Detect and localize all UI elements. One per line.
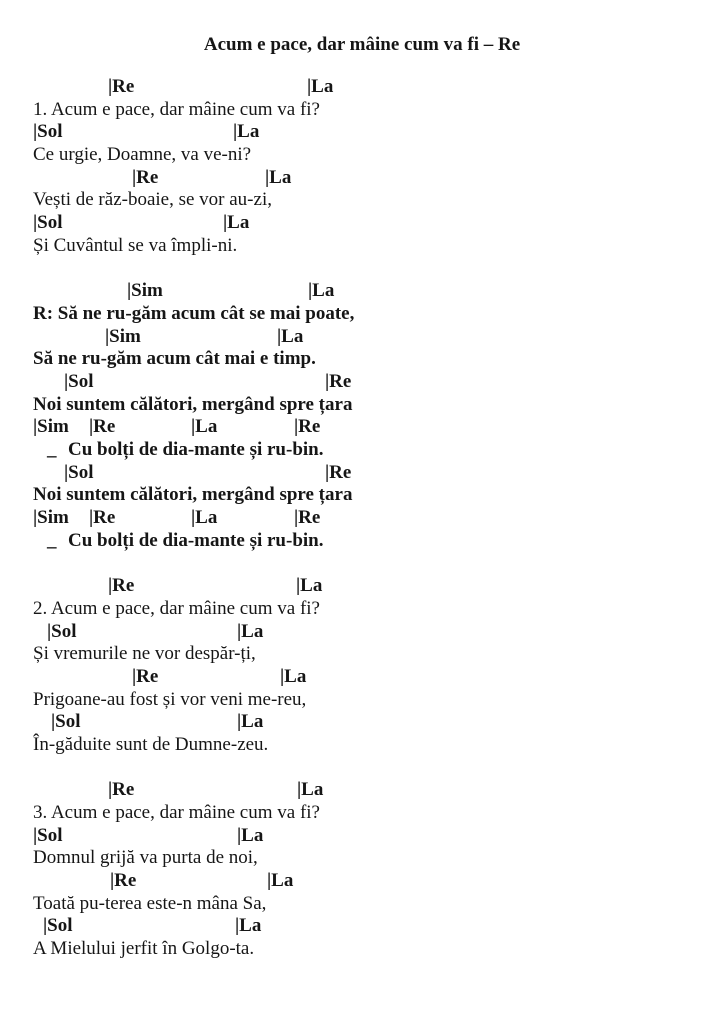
lyric-line <box>33 734 693 757</box>
lyric-line <box>33 847 693 870</box>
chord-label: |Re <box>108 779 135 801</box>
chord-label: |Re <box>110 870 137 892</box>
lyric-line <box>33 348 693 371</box>
chord-label: |La <box>191 507 218 529</box>
lyric-line <box>33 189 693 212</box>
chord-label: |Sol <box>33 824 63 846</box>
lyric-line <box>33 394 693 417</box>
chord-label: |Sol <box>33 212 63 234</box>
chord-label: |Re <box>132 166 159 188</box>
lyric-text: Ce urgie, Doamne, va ve-ni? <box>33 144 252 166</box>
lyric-text: Noi suntem călători, mergând spre țara <box>33 393 353 415</box>
chord-label: |Re <box>325 370 352 392</box>
lyric-text: Cu bolți de dia-mante și ru-bin. <box>68 439 324 460</box>
lyric-text: _ <box>47 439 57 460</box>
lyric-line <box>33 530 693 553</box>
chord-line <box>33 825 693 848</box>
lyric-text: A Mielului jerfit în Golgo-ta. <box>33 938 255 960</box>
lyric-line <box>33 689 693 712</box>
verse-2 <box>33 575 693 757</box>
chord-label: |Sol <box>33 121 63 143</box>
chord-line <box>33 167 693 190</box>
chord-label: |Re <box>294 416 321 438</box>
lyric-line <box>33 303 693 326</box>
lyric-text: Să ne ru-găm acum cât mai e timp. <box>33 348 316 370</box>
chord-label: |Sol <box>43 915 73 937</box>
chord-line <box>33 371 693 394</box>
lyric-line <box>33 144 693 167</box>
chord-label: |Re <box>89 416 116 438</box>
chord-label: |La <box>265 166 292 188</box>
chord-line <box>33 507 693 530</box>
lyric-line <box>33 235 693 258</box>
chord-line <box>33 666 693 689</box>
chord-label: |La <box>297 779 324 801</box>
chord-label: |Sim <box>127 280 163 302</box>
lyric-text: Și vremurile ne vor despăr-ți, <box>33 643 256 665</box>
verse-1 <box>33 76 693 258</box>
lyric-text: Domnul grijă va purta de noi, <box>33 847 258 869</box>
lyric-line <box>33 938 693 961</box>
lyric-line <box>33 802 693 825</box>
lyric-text: 3. Acum e pace, dar mâine cum va fi? <box>33 802 320 823</box>
lyric-text: Prigoane-au fost și vor veni me-reu, <box>33 688 307 710</box>
chord-label: |La <box>280 665 307 687</box>
chord-label: |La <box>233 121 260 143</box>
chord-label: |Sim <box>33 507 69 529</box>
chord-label: |La <box>307 76 334 97</box>
lyric-line <box>33 439 693 462</box>
chord-label: |La <box>277 325 304 347</box>
lyric-text: Vești de răz-boaie, se vor au-zi, <box>33 189 272 211</box>
lyric-text: R: Să ne ru-găm acum cât se mai poate, <box>33 302 355 324</box>
chord-line <box>33 575 693 598</box>
lyric-text: Toată pu-terea este-n mâna Sa, <box>33 892 267 914</box>
chord-label: |Sim <box>105 325 141 347</box>
chord-label: |Re <box>89 507 116 529</box>
lyric-line <box>33 484 693 507</box>
chord-label: |La <box>223 212 250 234</box>
chord-line <box>33 280 693 303</box>
lyric-text: Cu bolți de dia-mante și ru-bin. <box>68 529 324 551</box>
chord-line <box>33 121 693 144</box>
song-body <box>33 76 693 984</box>
chord-label: |Re <box>108 76 135 97</box>
chord-label: |Re <box>108 575 135 597</box>
lyric-text: În-găduite sunt de Dumne-zeu. <box>33 733 269 755</box>
chord-label: |Re <box>294 507 321 529</box>
chord-line <box>33 915 693 938</box>
lyric-line <box>33 643 693 666</box>
chord-line <box>33 621 693 644</box>
lyric-line <box>33 598 693 621</box>
chord-label: |Sol <box>51 711 81 733</box>
chord-label: |La <box>237 711 264 733</box>
lyric-text: Și Cuvântul se va împli-ni. <box>33 234 238 256</box>
chord-line <box>33 326 693 349</box>
lyric-text: 1. Acum e pace, dar mâine cum va fi? <box>33 98 320 120</box>
chord-label: |La <box>308 280 335 302</box>
chord-line <box>33 76 693 99</box>
chord-line <box>33 711 693 734</box>
chord-label: |Re <box>325 461 352 483</box>
chord-label: |La <box>296 575 323 597</box>
chord-label: |Re <box>132 665 159 687</box>
lyric-line <box>33 893 693 916</box>
chord-line <box>33 462 693 485</box>
chord-label: |La <box>267 870 294 892</box>
chord-label: |La <box>191 416 218 438</box>
chord-label: |La <box>235 915 262 937</box>
chord-line <box>33 779 693 802</box>
chord-label: |La <box>237 620 264 642</box>
lyric-text: 2. Acum e pace, dar mâine cum va fi? <box>33 597 320 619</box>
verse-3 <box>33 779 693 961</box>
lyric-text: _ <box>47 529 57 551</box>
chord-line <box>33 870 693 893</box>
chord-line <box>33 212 693 235</box>
chord-label: |Sol <box>64 461 94 483</box>
song-title: Acum e pace, dar mâine cum va fi – Re <box>203 34 521 55</box>
lyric-line <box>33 99 693 122</box>
chord-label: |Sol <box>47 620 77 642</box>
chord-label: |Sol <box>64 370 94 392</box>
chord-label: |La <box>237 824 264 846</box>
lyric-text: Noi suntem călători, mergând spre țara <box>33 484 353 506</box>
chord-line <box>33 416 693 439</box>
chord-label: |Sim <box>33 416 69 438</box>
refrain <box>33 280 693 552</box>
